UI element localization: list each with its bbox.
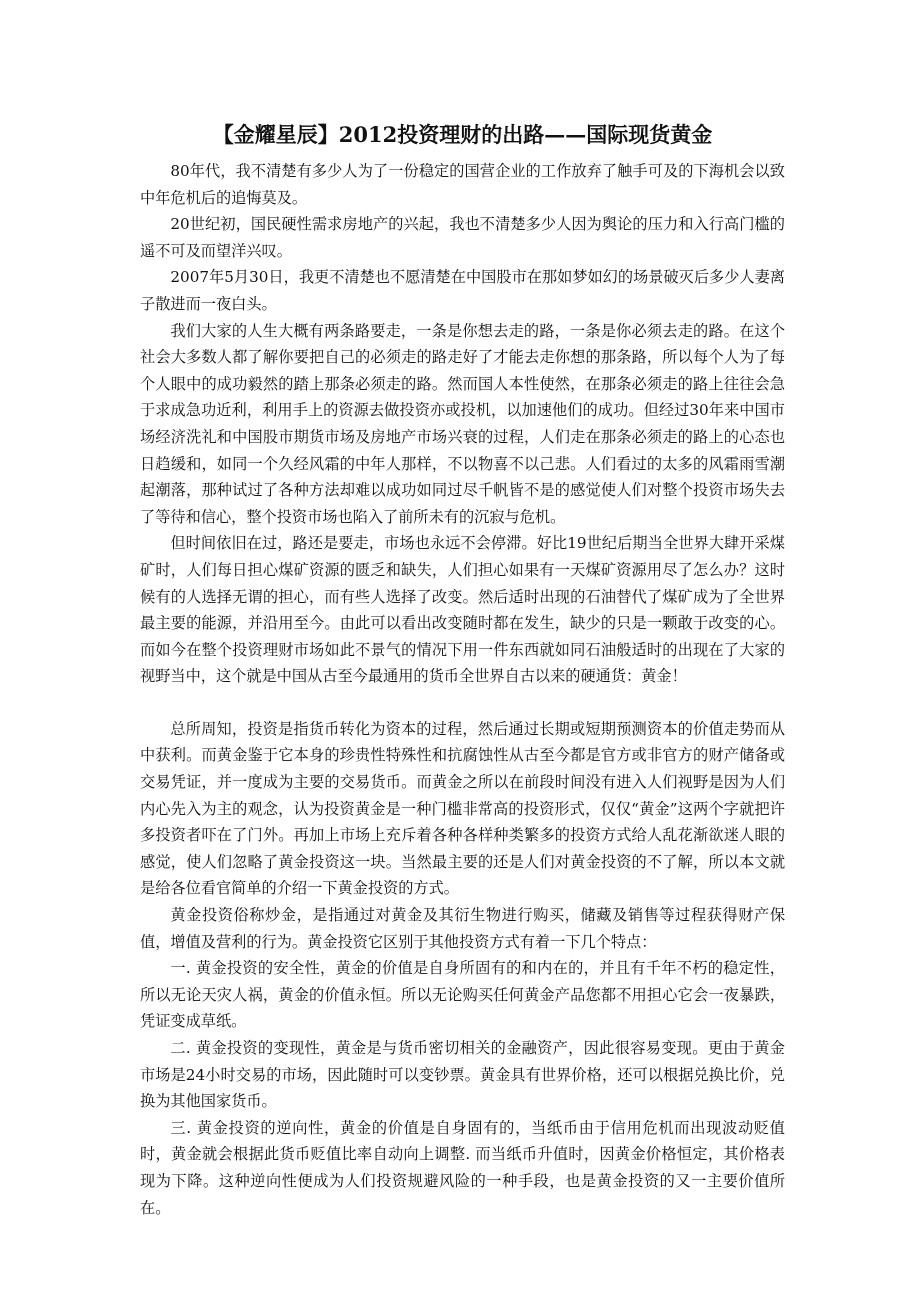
paragraph: 黄金投资俗称炒金，是指通过对黄金及其衍生物进行购买，储藏及销售等过程获得财产保值，增值及营利的行为。黄金投资它区别于其他投资方式有着一下几个特点：: [140, 906, 785, 951]
paragraph: 但时间依旧在过，路还是要走，市场也永远不会停滞。好比19世纪后期当全世界大肆开采煤矿时，人们每日担心煤矿资源的匮乏和缺失，人们担心如果有一天煤矿资源用尽了怎么办？这时候有的人选择无谓的担心，而有些人选择了改变。然后适时出现的石油替代了煤矿成为了全世界最主要的能源，并沿用至今。由此可以看出改变随时都在发生，缺少的只是一颗敢于改变的心。而如今在整个投资理财市场如此不景气的情况下用一件东西就如同石油般适时的出现在了大家的视野当中，这个就是中国从古至今最通用的货币全世界自古以来的硬通货：黄金！: [140, 534, 785, 686]
paragraph: 80年代，我不清楚有多少人为了一份稳定的国营企业的工作放弃了触手可及的下海机会以致中年危机后的追悔莫及。: [140, 162, 785, 207]
paragraph: 三. 黄金投资的逆向性，黄金的价值是自身固有的，当纸币由于信用危机而出现波动贬值时，黄金就会根据此货币贬值比率自动向上调整. 而当纸币升值时，因黄金价格恒定，其价格表现为下降。这种逆向性便成为人们投资规避风险的一种手段，也是黄金投资的又一主要价值所在。: [140, 1118, 785, 1217]
paragraph: 总所周知，投资是指货币转化为资本的过程，然后通过长期或短期预测资本的价值走势而从中获利。而黄金鉴于它本身的珍贵性特殊性和抗腐蚀性从古至今都是官方或非官方的财产储备或交易凭证，并一度成为主要的交易货币。而黄金之所以在前段时间没有进入人们视野是因为人们内心先入为主的观念，认为投资黄金是一种门槛非常高的投资形式，仅仅“黄金”这两个字就把许多投资者吓在了门外。再加上市场上充斥着各种各样种类繁多的投资方式给人乱花渐欲迷人眼的感觉，使人们忽略了黄金投资这一块。当然最主要的还是人们对黄金投资的不了解，所以本文就是给各位看官简单的介绍一下黄金投资的方式。: [140, 719, 785, 898]
paragraph: 20世纪初，国民硬性需求房地产的兴起，我也不清楚多少人因为舆论的压力和入行高门槛的遥不可及而望洋兴叹。: [140, 215, 785, 260]
document-page: [140, 120, 785, 1221]
paragraph: 我们大家的人生大概有两条路要走，一条是你想去走的路，一条是你必须去走的路。在这个社会大多数人都了解你要把自己的必须走的路走好了才能去走你想的那条路，所以每个人为了每个人眼中的成功毅然的踏上那条必须走的路。然而国人本性使然，在那条必须走的路上往往会急于求成急功近利，利用手上的资源去做投资亦或投机，以加速他们的成功。但经过30年来中国市场经济洗礼和中国股市期货市场及房地产市场兴衰的过程，人们走在那条必须走的路上的心态也日趋缓和，如同一个久经风霜的中年人那样，不以物喜不以己悲。人们看过的太多的风霜雨雪潮起潮落，那种试过了各种方法却难以成功如同过尽千帆皆不是的感觉使人们对整个投资市场失去了等待和信心，整个投资市场也陷入了前所未有的沉寂与危机。: [140, 321, 785, 526]
paragraph: 二. 黄金投资的变现性，黄金是与货币密切相关的金融资产，因此很容易变现。更由于黄金市场是24小时交易的市场，因此随时可以变钞票。黄金具有世界价格，还可以根据兑换比价，兑换为其他国家货币。: [140, 1039, 785, 1111]
document-title: 【金耀星辰】2012投资理财的出路——国际现货黄金: [212, 122, 713, 147]
section-gap: [140, 690, 785, 716]
paragraph: 一. 黄金投资的安全性，黄金的价值是自身所固有的和内在的，并且有千年不朽的稳定性，所以无论天灾人祸，黄金的价值永恒。所以无论购买任何黄金产品您都不用担心它会一夜暴跌，凭证变成草纸。: [140, 959, 785, 1031]
paragraph: 2007年5月30日，我更不清楚也不愿清楚在中国股市在那如梦如幻的场景破灭后多少人妻离子散进而一夜白头。: [140, 268, 785, 313]
